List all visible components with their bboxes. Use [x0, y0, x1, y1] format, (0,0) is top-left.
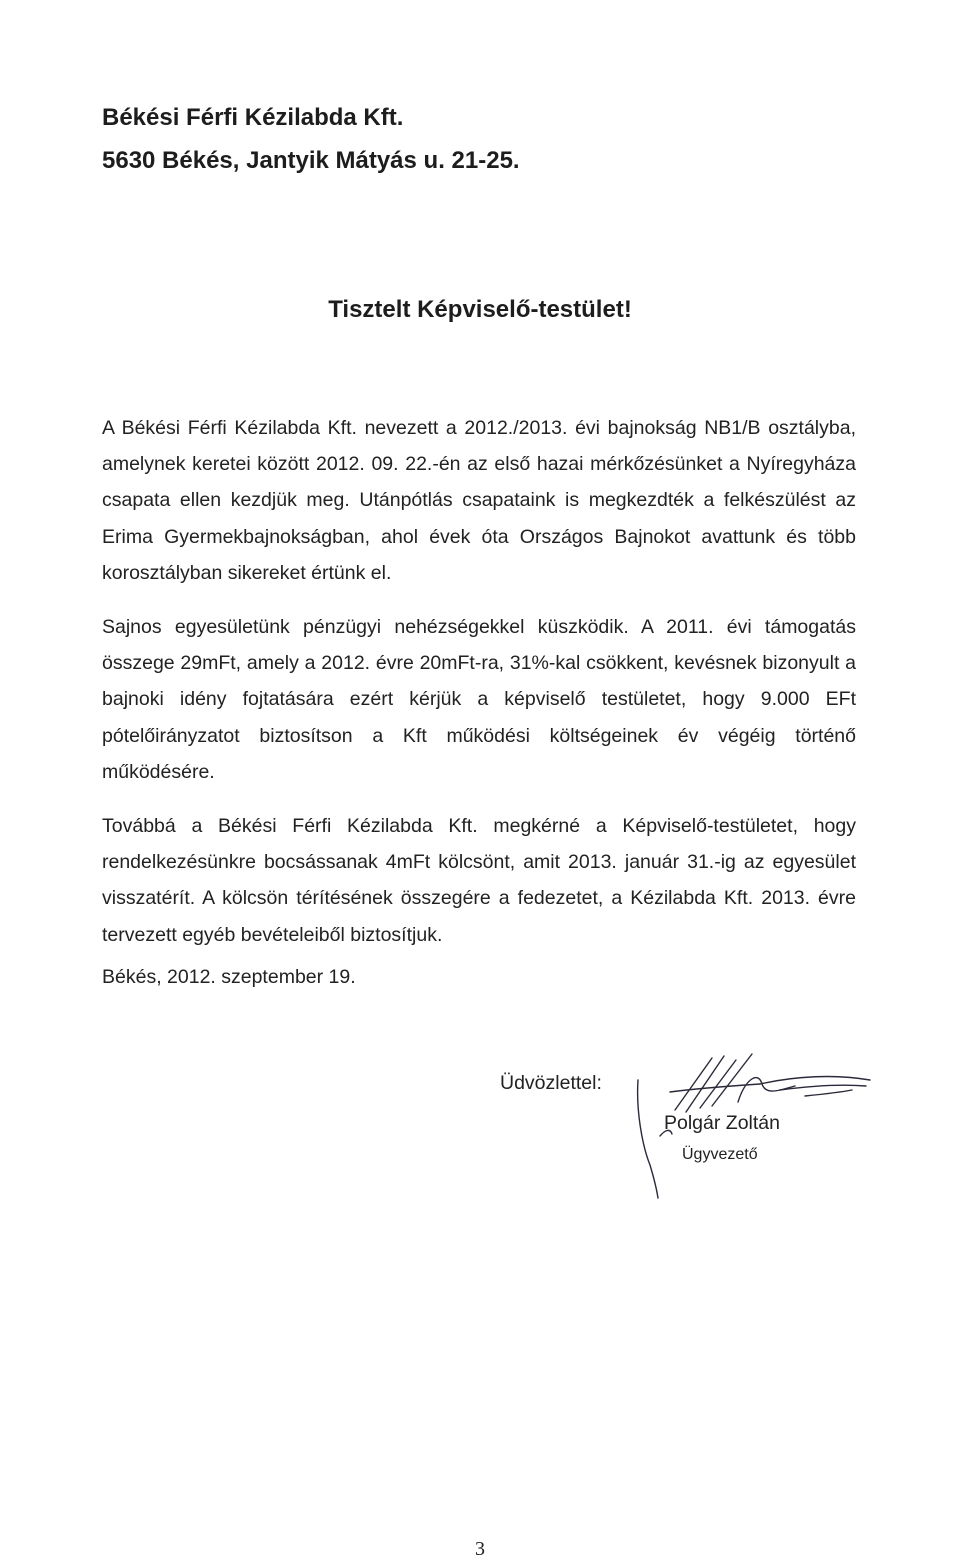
- sender-name: Békési Férfi Kézilabda Kft.: [102, 104, 404, 131]
- letter-body: [102, 410, 856, 971]
- salutation: Tisztelt Képviselő-testület!: [328, 296, 632, 323]
- sender-address: 5630 Békés, Jantyik Mátyás u. 21-25.: [102, 147, 520, 174]
- sender-block: [102, 96, 520, 182]
- paragraph-3: Továbbá a Békési Férfi Kézilabda Kft. megkérné a Képviselő-testületet, hogy rendelkezésünkre bocsássanak 4mFt kölcsönt, amit 2013. január 31.-ig az egyesület visszatérít. A kölcsön térítésének összegére a fedezetet, a Kézilabda Kft. 2013. évre tervezett egyéb bevételeiből biztosítjuk.: [102, 815, 856, 946]
- date-line: Békés, 2012. szeptember 19.: [102, 966, 356, 988]
- signer-role: Ügyvezető: [682, 1146, 758, 1163]
- signer-name: Polgár Zoltán: [664, 1112, 780, 1134]
- paragraph-2: Sajnos egyesületünk pénzügyi nehézségekkel küszködik. A 2011. évi támogatás összege 29mFt, amely a 2012. évre 20mFt-ra, 31%-kal csökkent, kevésnek bizonyult a bajnoki idény fojtatására ezért kérjük a képviselő testületet, hogy 9.000 EFt pótelőirányzatot biztosítson a Kft működési költségeinek év végéig történő működésére.: [102, 616, 856, 783]
- paragraph-1: A Békési Férfi Kézilabda Kft. nevezett a 2012./2013. évi bajnokság NB1/B osztályba, amelynek keretei között 2012. 09. 22.-én az első hazai mérkőzésünket a Nyíregyháza csapata ellen kezdjük meg. Utánpótlás csapataink is megkezdték a felkészülést az Erima Gyermekbajnokságban, ahol évek óta Országos Bajnokot avattunk és több korosztályban sikereket értünk el.: [102, 417, 856, 584]
- page-number: 3: [475, 1538, 485, 1560]
- greeting: Üdvözlettel:: [500, 1072, 602, 1094]
